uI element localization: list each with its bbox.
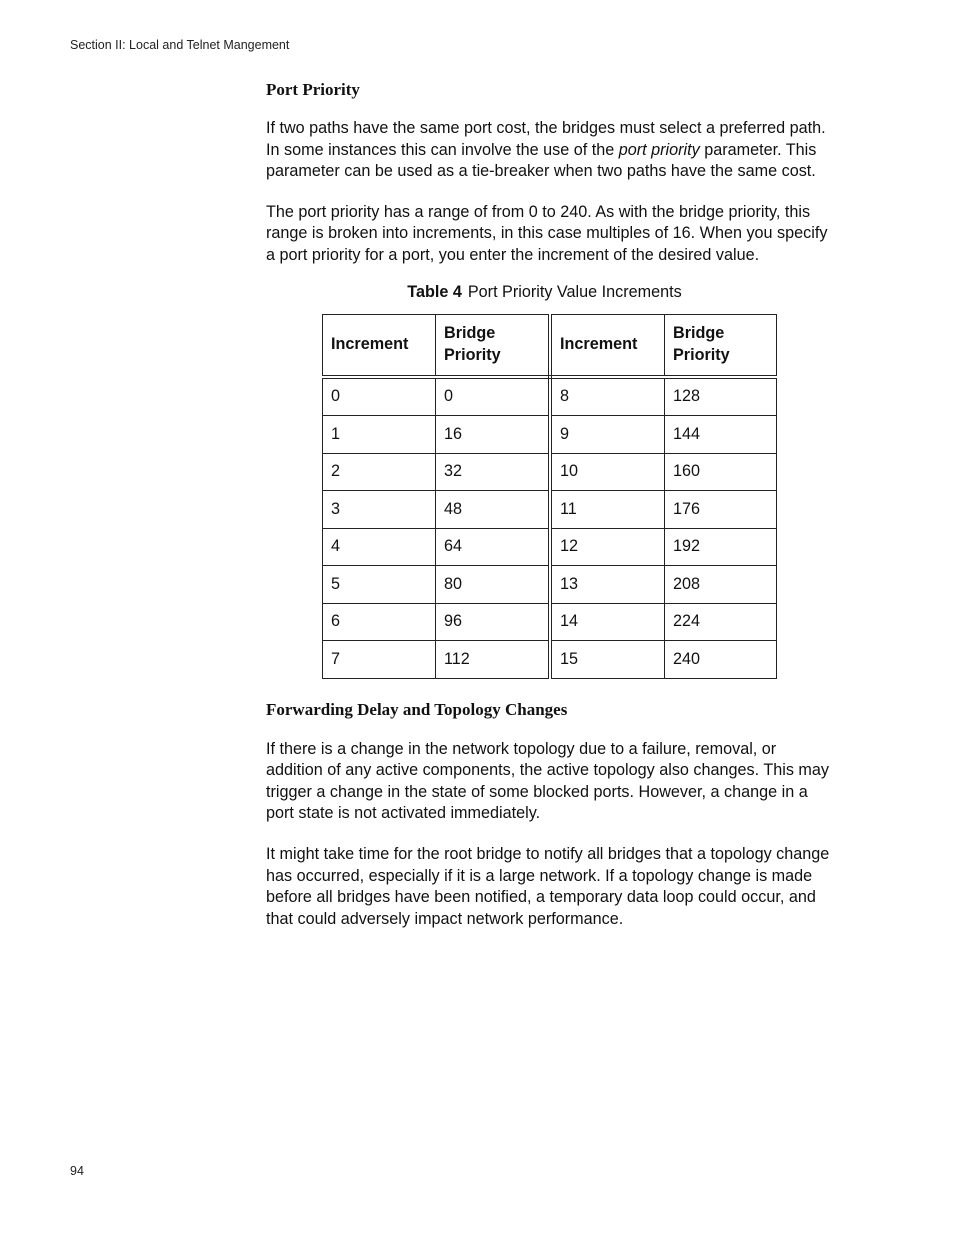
table-cell: 9 [550, 416, 665, 454]
table-cell: 80 [436, 566, 551, 604]
table-row [323, 453, 777, 491]
table-cell: 96 [436, 603, 551, 641]
section-heading-port-priority: Port Priority [266, 80, 360, 99]
table-cell: 2 [323, 453, 436, 491]
table-cell: 192 [665, 528, 777, 566]
table-cell: 1 [323, 416, 436, 454]
paragraph-text: parameter. This parameter can be used as a tie-breaker when two paths have the same cost. [266, 140, 817, 181]
table-cell: 7 [323, 641, 436, 679]
table-cell: 11 [550, 491, 665, 529]
table-cell: 13 [550, 566, 665, 604]
table-cell: 0 [323, 377, 436, 416]
column-header-increment: Increment [323, 314, 436, 377]
table-cell: 10 [550, 453, 665, 491]
table-row [323, 491, 777, 529]
table-cell: 4 [323, 528, 436, 566]
column-header-increment: Increment [550, 314, 665, 377]
table-cell: 15 [550, 641, 665, 679]
table-cell: 8 [550, 377, 665, 416]
table-row [323, 377, 777, 416]
table-cell: 64 [436, 528, 551, 566]
table-row [323, 566, 777, 604]
table-caption-title: Port Priority Value Increments [467, 282, 682, 301]
table-row [323, 603, 777, 641]
table-row [323, 641, 777, 679]
paragraph-port-priority-intro [266, 118, 831, 183]
table-cell: 112 [436, 641, 551, 679]
paragraph-root-bridge-notify: It might take time for the root bridge to notify all bridges that a topology change has occurred, especially if it is a large network. If a topology change is made before all bridges have been notified, a temporary data loop could occur, and that could adversely impact network performance. [266, 844, 830, 928]
column-header-bridge-priority: Bridge Priority [665, 314, 777, 377]
page-content [266, 78, 831, 930]
table-cell: 32 [436, 453, 551, 491]
table-cell: 176 [665, 491, 777, 529]
page-number: 94 [70, 1164, 84, 1178]
table-cell: 5 [323, 566, 436, 604]
table-cell: 0 [436, 377, 551, 416]
table-cell: 144 [665, 416, 777, 454]
table-caption-number: Table 4 [407, 282, 462, 301]
paragraph-port-priority-range: The port priority has a range of from 0 to 240. As with the bridge priority, this range is broken into increments, in this case multiples of 16. When you specify a port priority for a port, you enter the increment of the desired value. [266, 202, 828, 264]
table-cell: 12 [550, 528, 665, 566]
table-cell: 14 [550, 603, 665, 641]
paragraph-text: If two paths have the same port cost, the bridges must select a preferred path. In some instances this can involve the use of the [266, 119, 826, 159]
table-cell: 6 [323, 603, 436, 641]
table-header-row [323, 314, 777, 377]
port-priority-table [322, 314, 777, 679]
table-row [323, 416, 777, 454]
table-cell: 3 [323, 491, 436, 529]
table-caption [262, 282, 827, 303]
column-header-bridge-priority: Bridge Priority [436, 314, 551, 377]
section-heading-forwarding-delay: Forwarding Delay and Topology Changes [266, 699, 568, 719]
table-cell: 128 [665, 377, 777, 416]
paragraph-topology-change: If there is a change in the network topology due to a failure, removal, or addition of any active components, the active topology also changes. This may trigger a change in the state of some blocked ports. However, a change in a port state is not activated immediately. [266, 739, 829, 823]
table-row [323, 528, 777, 566]
table-cell: 224 [665, 603, 777, 641]
italic-term-port-priority: port priority [618, 140, 700, 159]
running-header: Section II: Local and Telnet Mangement [70, 38, 290, 52]
table-cell: 16 [436, 416, 551, 454]
table-cell: 240 [665, 641, 777, 679]
table-cell: 160 [665, 453, 777, 491]
table-cell: 48 [436, 491, 551, 529]
table-cell: 208 [665, 566, 777, 604]
